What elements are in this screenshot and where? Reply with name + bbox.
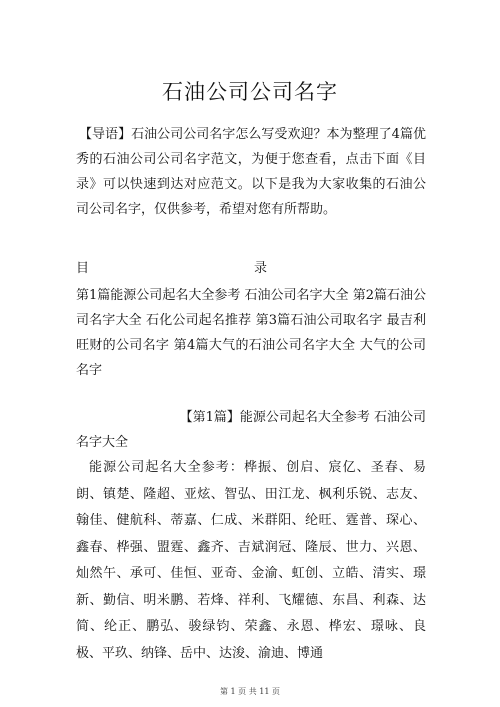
toc-heading-right: 录	[254, 261, 268, 276]
page-footer: 第 1 页 共 11 页	[220, 687, 280, 696]
section-heading-line1: 【第1篇】能源公司起名大全参考 石油公司	[179, 410, 426, 425]
section-body: 能源公司起名大全参考：桦振、创启、宸亿、圣春、易朗、镇楚、隆超、亚炫、智弘、田江龙、枫利乐锐、志友、翰佳、健航科、蒂嘉、仁成、米群阳、纶旺、霆普、琛心、鑫春、桦强、盟霆、鑫齐、吉斌润冠、隆辰、世力、兴恩、灿然午、承可、佳恒、亚奇、金渝、虹创、立皓、清实、璟新、勤信、明米鹏、若烽、祥利、飞耀德、东昌、利森、达简、纶正、鹏弘、骏绿钧、荣鑫、永恩、桦宏、璟咏、良极、平玖、纳锋、岳中、达浚、渝迪、博通	[76, 460, 426, 661]
section-heading	[76, 405, 426, 455]
page-title: 石油公司公司名字	[162, 80, 338, 104]
section-heading-line2: 名字大全	[76, 435, 129, 450]
intro-paragraph: 【导语】石油公司公司名字怎么写受欢迎？本为整理了4篇优秀的石油公司公司名字范文，为便于您查看，点击下面《目录》可以快速到达对应范文。以下是我为大家收集的石油公司公司名字，仅供参考，希望对您有所帮助。	[76, 127, 426, 217]
table-of-contents[interactable]: 第1篇能源公司起名大全参考 石油公司名字大全 第2篇石油公司名字大全 石化公司起名推荐 第3篇石油公司取名字 最吉利旺财的公司名字 第4篇大气的石油公司名字大全 大气的公司名字	[76, 288, 426, 378]
toc-heading-left: 目	[76, 261, 90, 276]
